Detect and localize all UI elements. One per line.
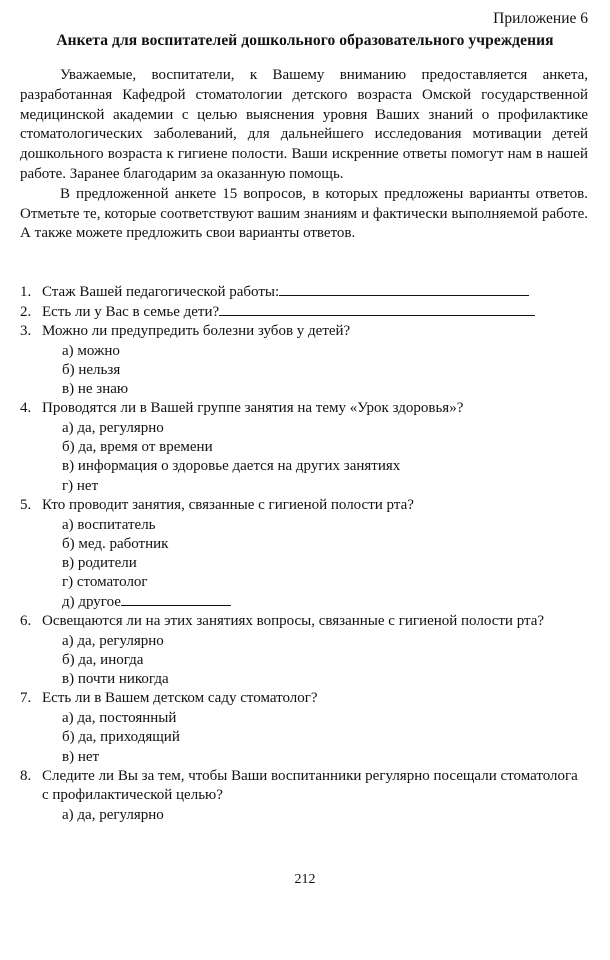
answer-option[interactable]: д) другое (62, 593, 121, 610)
answer-option[interactable]: а) можно (62, 342, 120, 359)
answer-blank-line[interactable] (219, 303, 535, 316)
answer-option[interactable]: б) да, время от времени (62, 439, 213, 456)
question-text: Есть ли у Вас в семье дети? (42, 303, 220, 320)
answer-option[interactable]: б) нельзя (62, 361, 121, 378)
question-1 (20, 283, 588, 303)
answer-option[interactable]: в) не знаю (62, 381, 129, 398)
answer-option[interactable]: а) да, регулярно (62, 419, 164, 436)
question-number: 7. (20, 690, 32, 707)
intro-section (20, 66, 588, 244)
appendix-label: Приложение 6 (493, 10, 588, 27)
question-8 (20, 767, 588, 825)
answer-option[interactable]: в) почти никогда (62, 671, 169, 688)
question-number: 6. (20, 613, 32, 630)
question-7 (20, 689, 588, 766)
question-number: 3. (20, 323, 32, 339)
answer-options (20, 806, 588, 825)
answer-option[interactable]: в) родители (62, 555, 137, 572)
answer-option[interactable]: б) да, приходящий (62, 729, 180, 746)
answer-option[interactable]: б) да, иногда (62, 651, 144, 668)
answer-option[interactable]: а) да, регулярно (62, 632, 164, 649)
question-number: 2. (20, 303, 32, 320)
answer-blank-line[interactable] (121, 593, 231, 606)
question-text: Можно ли предупредить болезни зубов у детей? (42, 323, 351, 339)
question-3 (20, 322, 588, 399)
answer-options (20, 709, 588, 767)
page-number: 212 (294, 872, 316, 887)
question-text: Освещаются ли на этих занятиях вопросы, связанные с гигиеной полости рта? (42, 613, 545, 630)
intro-paragraph-1: Уважаемые, воспитатели, к Вашему вниманию предоставляется анкета, разработанная Кафедрой стоматологии детского возраста Омской государственной медицинской академии с целью выяснения уровня Ваших знаний о профилактике стоматологических заболеваний, для дальнейшего исследования мотивации детей дошкольного возраста к гигиене полости. Ваши искренние ответы помогут нам в нашей работе. Заранее благодарим за оказанную помощь. (20, 67, 588, 182)
answer-option[interactable]: в) информация о здоровье дается на других занятиях (62, 458, 401, 475)
answer-option[interactable]: а) да, регулярно (62, 806, 164, 823)
question-list (20, 283, 588, 825)
answer-option[interactable]: а) да, постоянный (62, 709, 177, 726)
answer-option[interactable]: г) стоматолог (62, 574, 148, 591)
question-number: 8. (20, 767, 32, 784)
question-5 (20, 496, 588, 612)
question-6 (20, 612, 588, 689)
answer-options (20, 516, 588, 612)
question-number: 5. (20, 497, 32, 514)
question-text: Есть ли в Вашем детском саду стоматолог? (42, 690, 318, 707)
answer-option[interactable]: г) нет (62, 477, 99, 494)
question-4 (20, 399, 588, 496)
question-text: Проводятся ли в Вашей группе занятия на тему «Урок здоровья»? (42, 400, 464, 417)
question-number: 1. (20, 284, 32, 300)
page-title: Анкета для воспитателей дошкольного образовательного учреждения (56, 32, 554, 49)
answer-option[interactable]: а) воспитатель (62, 516, 156, 533)
intro-paragraph-2: В предложенной анкете 15 вопросов, в которых предложены варианты ответов. Отметьте те, которые соответствуют вашим знаниям и фактически выполняемой работе. А также можете предложить свои варианты ответов. (20, 185, 588, 242)
question-text: Кто проводит занятия, связанные с гигиеной полости рта? (42, 497, 414, 514)
answer-options (20, 342, 588, 400)
question-number: 4. (20, 400, 32, 417)
answer-options (20, 632, 588, 690)
answer-blank-line[interactable] (279, 283, 529, 296)
question-2 (20, 303, 588, 323)
question-text: Стаж Вашей педагогической работы: (42, 284, 280, 300)
answer-option[interactable]: б) мед. работник (62, 535, 169, 552)
answer-option[interactable]: в) нет (62, 748, 100, 765)
answer-options (20, 419, 588, 496)
question-text: Следите ли Вы за тем, чтобы Ваши воспитанники регулярно посещали стоматолога с профилактической целью? (42, 767, 578, 804)
